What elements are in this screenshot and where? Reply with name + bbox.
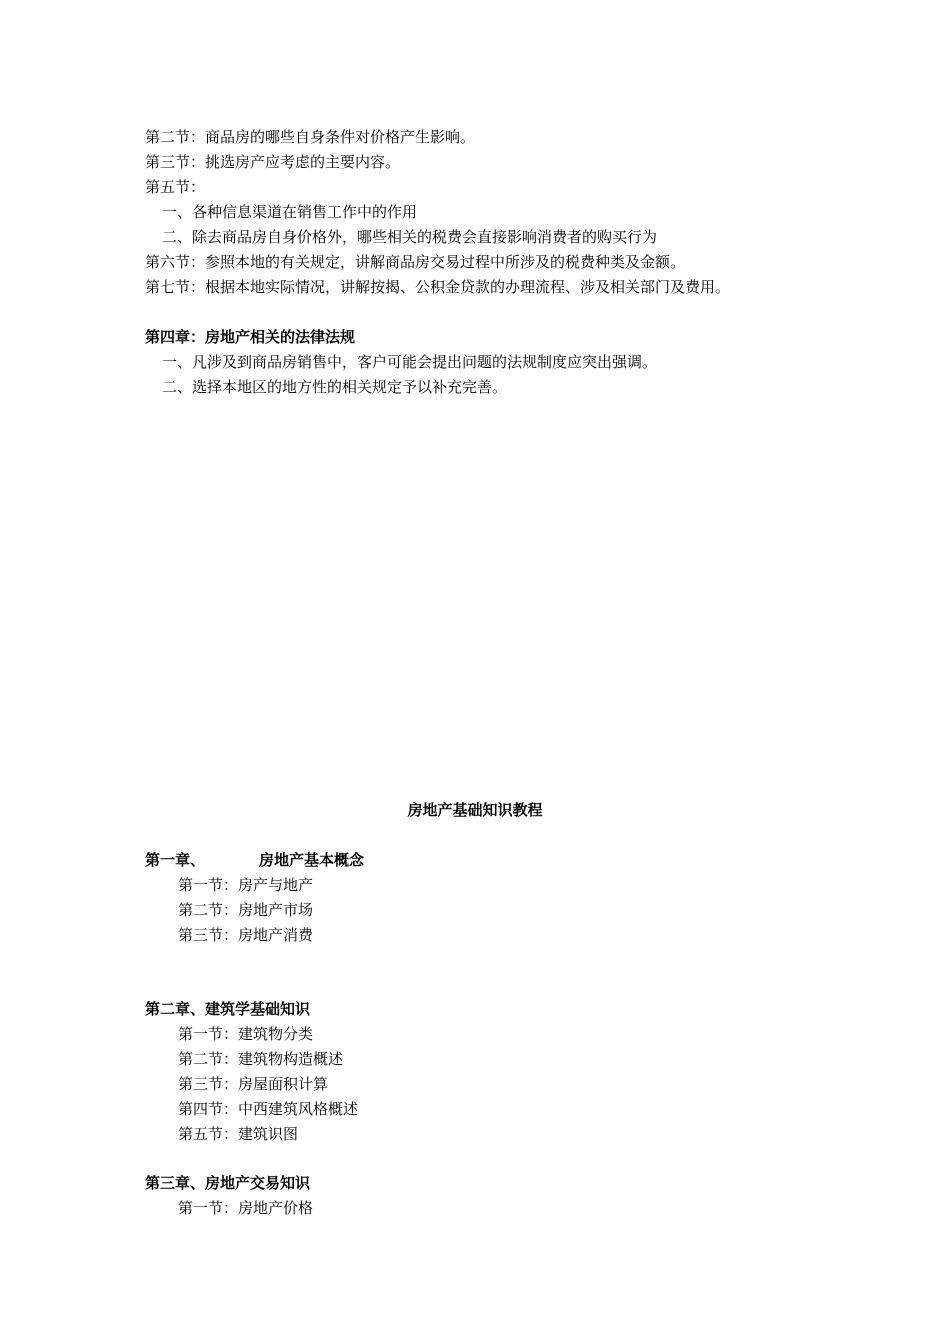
- chapter-2-section-1: 第一节：建筑物分类: [178, 1025, 314, 1043]
- chapter-3-section-1: 第一节：房地产价格: [178, 1199, 314, 1217]
- chapter-3-heading: 第三章、房地产交易知识: [145, 1174, 311, 1192]
- document-title: 房地产基础知识教程: [407, 801, 543, 819]
- chapter-1-section-1: 第一节：房产与地产: [178, 876, 314, 894]
- chapter-2-section-2: 第二节：建筑物构造概述: [178, 1050, 344, 1068]
- chapter-1-section-3: 第三节：房地产消费: [178, 926, 314, 944]
- chapter-4-heading: 第四章：房地产相关的法律法规: [145, 328, 356, 346]
- section-5-item-2: 二、除去商品房自身价格外，哪些相关的税费会直接影响消费者的购买行为: [162, 228, 658, 246]
- section-2-line: 第二节：商品房的哪些自身条件对价格产生影响。: [145, 128, 476, 146]
- chapter-1-label: 第一章、: [145, 851, 206, 869]
- section-3-line: 第三节：挑选房产应考虑的主要内容。: [145, 153, 401, 171]
- chapter-2-section-4: 第四节：中西建筑风格概述: [178, 1100, 359, 1118]
- chapter-1-name: 房地产基本概念: [259, 851, 365, 869]
- chapter-2-heading: 第二章、建筑学基础知识: [145, 1000, 311, 1018]
- chapter-2-section-5: 第五节：建筑识图: [178, 1125, 299, 1143]
- section-6-line: 第六节：参照本地的有关规定，讲解商品房交易过程中所涉及的税费种类及金额。: [145, 253, 686, 271]
- chapter-4-item-1: 一、凡涉及到商品房销售中，客户可能会提出问题的法规制度应突出强调。: [162, 353, 658, 371]
- section-5-item-1: 一、各种信息渠道在销售工作中的作用: [162, 203, 418, 221]
- chapter-1-section-2: 第二节：房地产市场: [178, 901, 314, 919]
- chapter-4-item-2: 二、选择本地区的地方性的相关规定予以补充完善。: [162, 378, 508, 396]
- chapter-2-section-3: 第三节：房屋面积计算: [178, 1075, 329, 1093]
- section-5-line: 第五节：: [145, 178, 206, 196]
- section-7-line: 第七节：根据本地实际情况，讲解按揭、公积金贷款的办理流程、涉及相关部门及费用。: [145, 278, 731, 296]
